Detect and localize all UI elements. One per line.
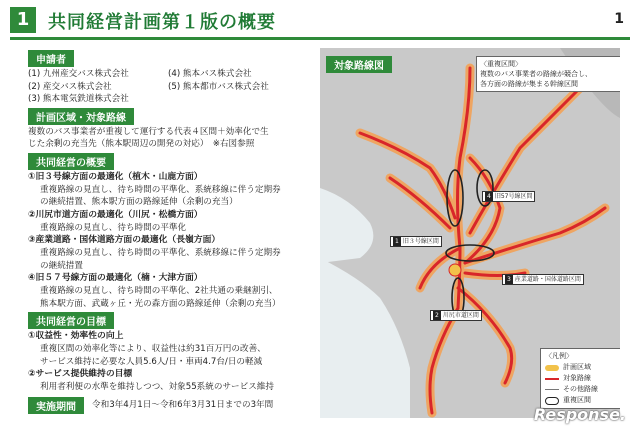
left-column: [28, 48, 314, 414]
overlap-note-line: 〈重複区間〉: [480, 60, 522, 68]
period-text: 令和3年4月1日～令和6年3月31日までの3年間: [92, 399, 274, 410]
applicant-item: (1) 九州産交バス株式会社: [28, 69, 129, 79]
period-row: [28, 397, 314, 414]
goal-item-text: サービス維持に必要な人員5.6人/日・車両4.7台/日の軽減: [40, 356, 263, 367]
slide-title: 共同経営計画第１版の概要: [48, 12, 276, 33]
legend-item: その他路線: [545, 384, 620, 395]
goal-item-title: ②サービス提供維持の目標: [28, 369, 133, 380]
section-number-badge: 1: [10, 7, 36, 33]
summary-heading: 共同経営の概要: [28, 153, 114, 170]
summary-item-text: の継続措置: [40, 260, 83, 271]
summary-item-text: 重複路線の見直し、待ち時間の平準化、系統移線に伴う定期券: [40, 184, 281, 195]
applicants-list: [28, 68, 314, 106]
goals-heading: 共同経営の目標: [28, 312, 114, 329]
summary-item-text: の継続措置、熊本駅方面の路線延伸（余剰の充当）: [40, 197, 238, 208]
summary-item-title: ①旧３号線方面の最適化（植木・山鹿方面）: [28, 171, 203, 182]
summary-item-text: 熊本駅方面、武蔵ヶ丘・光の森方面の路線延伸（余剰の充当）: [40, 298, 281, 309]
goal-item-text: 利用者利便の水準を維持しつつ、対象55系統のサービス維持: [40, 382, 275, 393]
watermark-logo: Response.: [533, 405, 626, 424]
map-legend: [540, 348, 620, 409]
legend-title: 〈凡例〉: [545, 352, 573, 360]
route-map: [320, 48, 620, 418]
legend-item: 対象路線: [545, 373, 620, 384]
area-text: 複数のバス事業者が重複して運行する代表４区間＋効率化で生: [28, 126, 269, 137]
area-swatch-icon: [545, 365, 559, 371]
summary-item-text: 重複路線の見直し、待ち時間の平準化: [40, 222, 187, 233]
area-text: じた余剰の充当先（熊本駅周辺の開発の対応） ※右図参照: [28, 139, 255, 150]
other-route-swatch-icon: [545, 389, 559, 390]
target-route-swatch-icon: [545, 378, 559, 380]
applicants-heading: 申請者: [28, 50, 74, 67]
overlap-swatch-icon: [545, 397, 559, 405]
legend-item: 重複区間: [545, 395, 620, 406]
applicant-item: (3) 熊本電気鉄道株式会社: [28, 94, 129, 105]
summary-item-title: ③産業道路・国体道路方面の最適化（長嶺方面）: [28, 235, 221, 246]
goal-item-title: ①収益性・効率性の向上: [28, 331, 124, 342]
overlap-note: [476, 56, 620, 92]
section-tag-3: 3 産業道路・国体道路区間: [502, 274, 584, 285]
section-tag-2: 2 川尻市道区間: [430, 310, 482, 321]
applicant-item: (5) 熊本都市バス株式会社: [168, 81, 269, 92]
goal-item-text: 重複区間の効率化等により、収益性は約31百万円の改善、: [40, 344, 266, 355]
summary-item-text: 重複路線の見直し、待ち時間の平準化、系統移線に伴う定期券: [40, 248, 281, 259]
applicant-item: (4) 熊本バス株式会社: [168, 69, 252, 79]
legend-item: 計画区域: [545, 362, 620, 373]
area-heading: 計画区域・対象路線: [28, 108, 134, 125]
section-tag-4: 4 旧57号線区間: [482, 191, 535, 202]
page-number: 1: [614, 11, 624, 27]
section-tag-1: 1 旧３号線区間: [390, 236, 442, 247]
summary-item-title: ④旧５７号線方面の最適化（楠・大津方面）: [28, 273, 203, 284]
summary-item-text: 重複路線の見直し、待ち時間の平準化、2社共通の乗継割引、: [40, 286, 278, 297]
period-heading: 実施期間: [28, 397, 84, 414]
map-title: 対象路線図: [326, 56, 392, 73]
slide-header: [10, 5, 630, 40]
summary-item-title: ②川尻市道方面の最適化（川尻・松橋方面）: [28, 209, 203, 220]
overlap-note-line: 各方面の路線が集まる幹線区間: [480, 80, 578, 88]
applicant-item: (2) 産交バス株式会社: [28, 81, 112, 92]
overlap-note-line: 複数のバス事業者の路線が競合し、: [480, 70, 592, 78]
